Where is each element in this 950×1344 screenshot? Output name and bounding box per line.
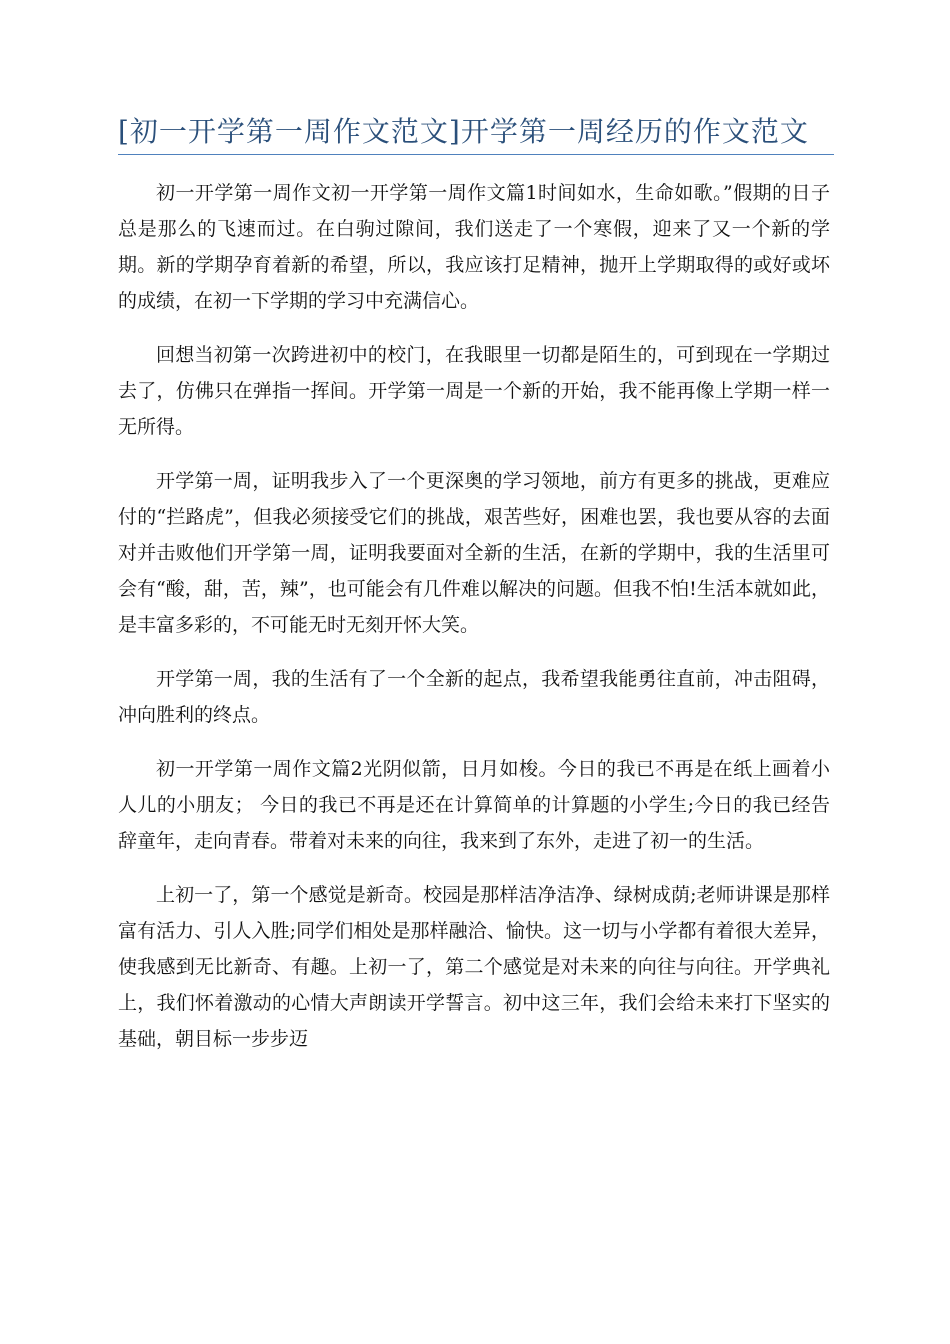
document-title: [初一开学第一周作文范文]开学第一周经历的作文范文 bbox=[118, 115, 809, 148]
paragraph-4: 开学第一周，我的生活有了一个全新的起点，我希望我能勇往直前，冲击阻碍，冲向胜利的终点。 bbox=[118, 668, 830, 726]
paragraph-3: 开学第一周，证明我步入了一个更深奥的学习领地，前方有更多的挑战，更难应付的“拦路虎”，但我必须接受它们的挑战，艰苦些好，困难也罢，我也要从容的去面对并击败他们开学第一周，证明我要面对全新的生活，在新的学期中，我的生活里可会有“酸，甜，苦，辣”，也可能会有几件难以解决的问题。但我不怕!生活本就如此，是丰富多彩的，不可能无时无刻开怀大笑。 bbox=[118, 470, 830, 636]
paragraph-5: 初一开学第一周作文篇2光阴似箭，日月如梭。今日的我已不再是在纸上画着小人儿的小朋友； 今日的我已不再是还在计算简单的计算题的小学生;今日的我已经告辞童年，走向青春。带着对未来的向往，我来到了东外，走进了初一的生活。 bbox=[118, 758, 830, 852]
title-underline bbox=[118, 154, 834, 155]
paragraph-1: 初一开学第一周作文初一开学第一周作文篇1时间如水，生命如歌。”假期的日子总是那么的飞速而过。在白驹过隙间，我们送走了一个寒假，迎来了又一个新的学期。新的学期孕育着新的希望，所以，我应该打足精神，抛开上学期取得的或好或坏的成绩，在初一下学期的学习中充满信心。 bbox=[118, 182, 830, 312]
document-body bbox=[118, 175, 830, 1075]
paragraph-6: 上初一了，第一个感觉是新奇。校园是那样洁净洁净、绿树成荫;老师讲课是那样富有活力、引人入胜;同学们相处是那样融洽、愉快。这一切与小学都有着很大差异，使我感到无比新奇、有趣。上初一了，第二个感觉是对未来的向往与向往。开学典礼上，我们怀着激动的心情大声朗读开学誓言。初中这三年，我们会给未来打下坚实的基础，朝目标一步步迈 bbox=[118, 884, 830, 1050]
paragraph-2: 回想当初第一次跨进初中的校门，在我眼里一切都是陌生的，可到现在一学期过去了，仿佛只在弹指一挥间。开学第一周是一个新的开始，我不能再像上学期一样一无所得。 bbox=[118, 344, 830, 438]
